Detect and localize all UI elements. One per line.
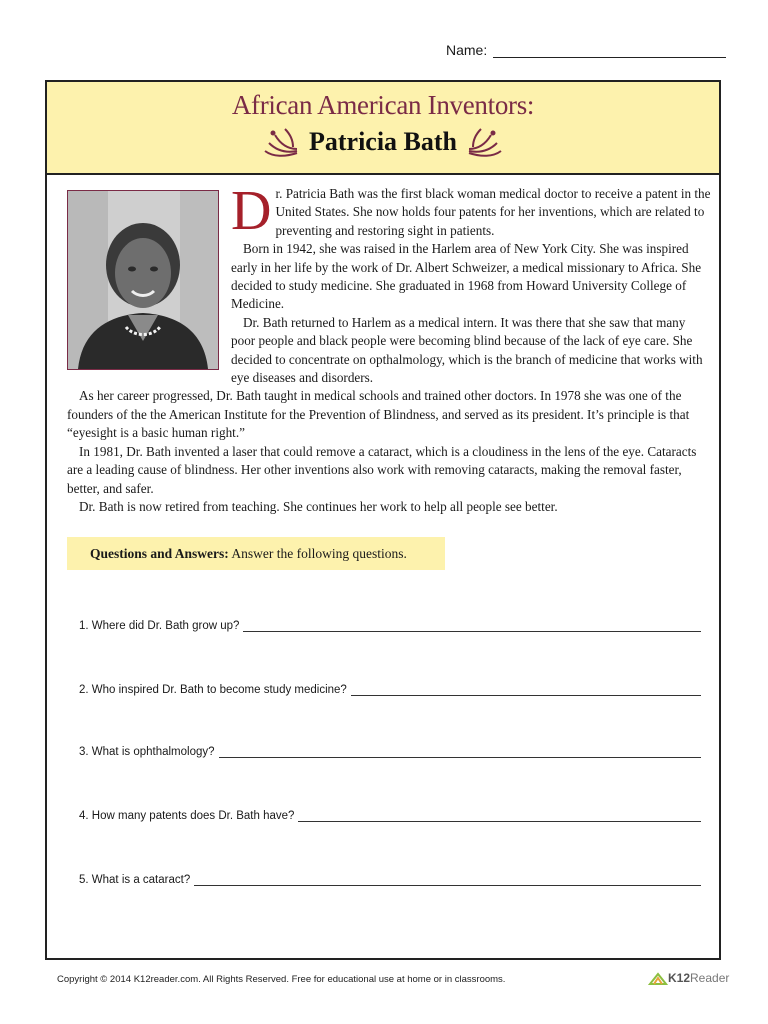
name-line[interactable] bbox=[493, 43, 726, 58]
question-2 bbox=[79, 684, 701, 696]
logo-k12: K12 bbox=[668, 971, 691, 985]
paragraph-3: Dr. Bath returned to Harlem as a medical intern. It was there that she saw that many poor people and black people were becoming blind because of the lack of eye care. She decided to concentrate on opthalmology, which is the branch of medicine that works with eye diseases and disorders. bbox=[231, 314, 703, 386]
answer-line[interactable] bbox=[351, 685, 701, 696]
page-subtitle: Patricia Bath bbox=[308, 127, 458, 156]
question-text: 1. Where did Dr. Bath grow up? bbox=[79, 620, 240, 632]
paragraph-2: Born in 1942, she was raised in the Harlem area of New York City. She was inspired early in her life by the work of Dr. Albert Schweizer, a medical missionary to Africa. She decided to study medicine. She graduated in 1968 from Howard University College of Medicine. bbox=[231, 241, 702, 312]
title-banner bbox=[47, 82, 719, 175]
answer-line[interactable] bbox=[219, 747, 701, 758]
question-text: 4. How many patents does Dr. Bath have? bbox=[79, 810, 295, 822]
logo-reader: Reader bbox=[690, 971, 730, 985]
answer-line[interactable] bbox=[298, 811, 701, 822]
page-title: African American Inventors: bbox=[231, 90, 535, 120]
worksheet-frame bbox=[45, 80, 721, 960]
right-flourish-icon bbox=[467, 127, 503, 157]
paragraph-4: As her career progressed, Dr. Bath taught in medical schools and trained other doctors. In 1978 she was one of the founders of the the American Institute for the Prevention of Blindness, and served as its president. It’s principle is that “eyesight is a basic human right.” bbox=[67, 388, 690, 441]
book-icon bbox=[648, 970, 668, 986]
answer-line[interactable] bbox=[243, 621, 701, 632]
k12reader-logo bbox=[648, 970, 729, 986]
drop-cap: D bbox=[231, 180, 272, 242]
question-text: 2. Who inspired Dr. Bath to become study medicine? bbox=[79, 684, 347, 696]
question-5 bbox=[79, 874, 701, 886]
name-label: Name: bbox=[446, 42, 488, 58]
question-1 bbox=[79, 620, 701, 632]
question-text: 5. What is a cataract? bbox=[79, 874, 191, 886]
copyright-footer: Copyright © 2014 K12reader.com. All Rights Reserved. Free for educational use at home or in classrooms. bbox=[57, 974, 506, 985]
questions-instruction: Answer the following questions. bbox=[231, 546, 407, 561]
paragraph-5: In 1981, Dr. Bath invented a laser that could remove a cataract, which is a cloudiness in the lens of the eye. Cataracts are a leading cause of blindness. Her other inventions also work with removing cataracts, making the removal faster, better, and safer. bbox=[67, 443, 697, 496]
paragraph-1: r. Patricia Bath was the first black woman medical doctor to receive a patent in the United States. She now holds four patents for her inventions, which are related to preventing and restoring sight in patients. bbox=[275, 186, 711, 238]
answer-line[interactable] bbox=[194, 875, 701, 886]
question-3 bbox=[79, 746, 701, 758]
questions-heading: Questions and Answers: bbox=[90, 546, 229, 561]
photo-spacer bbox=[67, 185, 231, 379]
name-field bbox=[446, 42, 726, 58]
question-text: 3. What is ophthalmology? bbox=[79, 746, 215, 758]
paragraph-6: Dr. Bath is now retired from teaching. She continues her work to help all people see better. bbox=[79, 498, 558, 514]
subtitle-row bbox=[47, 127, 719, 157]
article-text bbox=[67, 180, 711, 516]
questions-heading-box bbox=[67, 537, 445, 570]
left-flourish-icon bbox=[263, 127, 299, 157]
question-4 bbox=[79, 810, 701, 822]
